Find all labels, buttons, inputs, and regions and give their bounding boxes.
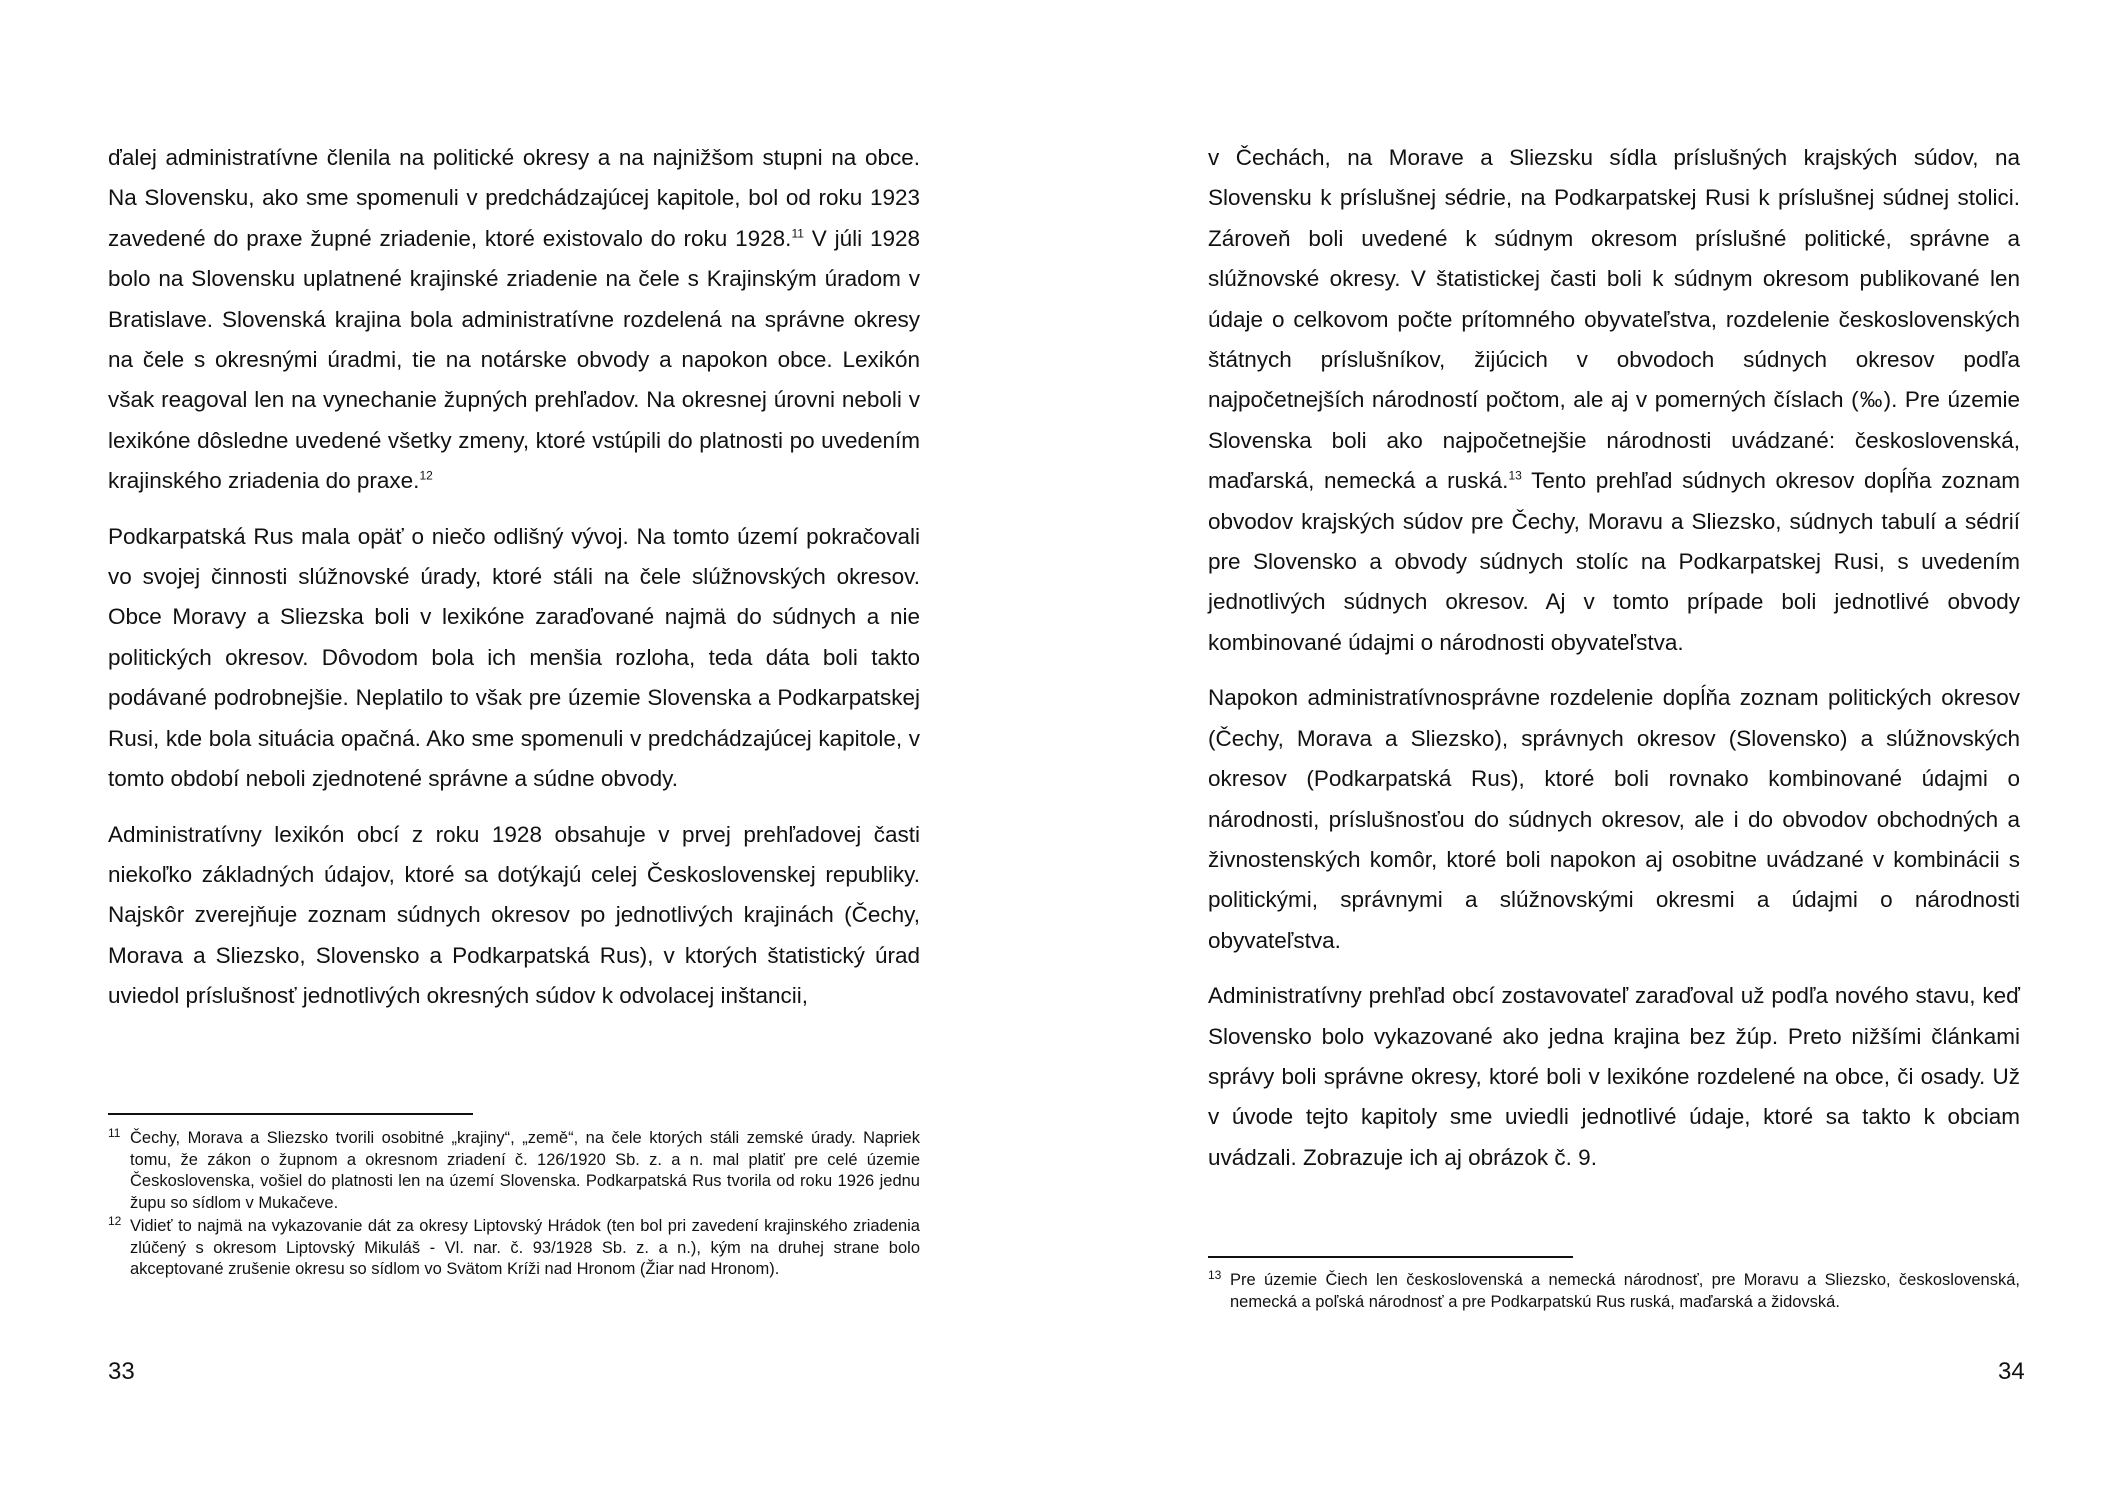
- footnote-ref[interactable]: 13: [1508, 468, 1522, 483]
- right-page: [1058, 0, 2116, 1500]
- paragraph-text: ďalej administratívne členila na politické okresy a na najnižšom stupni na obce. Na Slovensku, ako sme spomenuli v predchádzajúcej kapitole, bol od roku 1923 zavedené do praxe župné zriadenie, ktoré existovalo do roku 1928.: [108, 145, 920, 251]
- footnote-text: Pre územie Čiech len československá a nemecká národnosť, pre Moravu a Sliezsko, československá, nemecká a poľská národnosť a pre Podkarpatskú Rus ruská, maďarská a židovská.: [1230, 1271, 2020, 1311]
- footnote-divider: [108, 1113, 473, 1115]
- paragraph: Administratívny prehľad obcí zostavovateľ zaraďoval už podľa nového stavu, keď Slovensko bolo vykazované ako jedna krajina bez žúp. Preto nižšími článkami správy boli správne okresy, ktoré boli v lexikóne rozdelené na obce, či osady. Už v úvode tejto kapitoly sme uviedli jednotlivé údaje, ktoré sa takto k obciam uvádzali. Zobrazuje ich aj obrázok č. 9.: [1208, 983, 2020, 1170]
- page-number: 33: [108, 1358, 135, 1385]
- footnote-ref[interactable]: 11: [791, 226, 804, 241]
- footnote: $^{11}$ Čechy, Morava a Sliezsko tvorili osobitné „krajiny“, „země“, na čele ktorých stáli zemské úrady. Napriek tomu, že zákon o župnom a okresnom zriadení č. 126/1920 Sb. z. a n. mal platiť pre celé územie Československa, vošiel do platnosti len na území Slovenska. Podkarpatská Rus tvorila od roku 1926 jednu župu so sídlom v Mukačeve.: [108, 1125, 920, 1212]
- paragraph-text: V júli 1928 bolo na Slovensku uplatnené krajinské zriadenie na čele s Krajinským úradom v Bratislave. Slovenská krajina bola administratívne rozdelená na správne okresy na čele s okresnými úradmi, tie na notárske obvody a napokon obce. Lexikón však reagoval len na vynechanie župných prehľadov. Na okresnej úrovni neboli v lexikóne dôsledne uvedené všetky zmeny, ktoré vstúpili do platnosti po uvedením krajinského zriadenia do praxe.: [108, 225, 920, 494]
- paragraph: [108, 138, 920, 502]
- paragraph: [1208, 138, 2020, 663]
- paragraph-text: v Čechách, na Morave a Sliezsku sídla príslušných krajských súdov, na Slovensku k príslušnej sédrie, na Podkarpatskej Rusi k príslušnej súdnej stolici. Zároveň boli uvedené k súdnym okresom príslušné politické, správne a slúžnovské okresy. V štatistickej časti boli k súdnym okresom publikované len údaje o celkovom počte prítomného obyvateľstva, rozdelenie československých štátnych príslušníkov, žijúcich v obvodoch súdnych okresov podľa najpočetnejších národností počtom, ale aj v pomerných číslach (‰). Pre územie Slovenska boli ako najpočetnejšie národnosti uvádzané: československá, maďarská, nemecká a ruská.: [1208, 145, 2020, 494]
- footnote: $^{13}$ Pre územie Čiech len československá a nemecká národnosť, pre Moravu a Sliezsko, československá, nemecká a poľská národnosť a pre Podkarpatskú Rus ruská, maďarská a židovská.: [1208, 1267, 2020, 1311]
- paragraph-text: Tento prehľad súdnych okresov dopĺňa zoznam obvodov krajských súdov pre Čechy, Moravu a Sliezsko, súdnych tabulí a sédrií pre Slovensko a obvody súdnych stolíc na Podkarpatskej Rusi, s uvedením jednotlivých súdnych okresov. Aj v tomto prípade boli jednotlivé obvody kombinované údajmi o národnosti obyvateľstva.: [1208, 468, 2020, 655]
- paragraph: Podkarpatská Rus mala opäť o niečo odlišný vývoj. Na tomto území pokračovali vo svojej činnosti slúžnovské úrady, ktoré stáli na čele slúžnovských okresov. Obce Moravy a Sliezska boli v lexikóne zaraďované najmä do súdnych a nie politických okresov. Dôvodom bola ich menšia rozloha, teda dáta boli takto podávané podrobnejšie. Neplatilo to však pre územie Slovenska a Podkarpatskej Rusi, kde bola situácia opačná. Ako sme spomenuli v predchádzajúcej kapitole, v tomto období neboli zjednotené správne a súdne obvody.: [108, 523, 920, 792]
- footnote-ref[interactable]: 12: [419, 468, 433, 483]
- footnote: $^{12}$ Vidieť to najmä na vykazovanie dát za okresy Liptovský Hrádok (ten bol pri zavedení krajinského zriadenia zlúčený s okresom Liptovský Mikuláš - Vl. nar. č. 93/1928 Sb. z. a n.), kým na druhej strane bolo akceptované zrušenie okresu so sídlom vo Svätom Kríži nad Hronom (Žiar nad Hronom).: [108, 1213, 920, 1278]
- left-footnotes: [108, 1125, 920, 1283]
- footnote-text: Čechy, Morava a Sliezsko tvorili osobitné „krajiny“, „země“, na čele ktorých stáli zemské úrady. Napriek tomu, že zákon o župnom a okresnom zriadení č. 126/1920 Sb. z. a n. mal platiť pre celé územie Československa, vošiel do platnosti len na území Slovenska. Podkarpatská Rus tvorila od roku 1926 jednu župu so sídlom v Mukačeve.: [130, 1129, 920, 1212]
- paragraph: Administratívny lexikón obcí z roku 1928 obsahuje v prvej prehľadovej časti niekoľko základných údajov, ktoré sa dotýkajú celej Československej republiky. Najskôr zverejňuje zoznam súdnych okresov po jednotlivých krajinách (Čechy, Morava a Sliezsko, Slovensko a Podkarpatská Rus), v ktorých štatistický úrad uviedol príslušnosť jednotlivých okresných súdov k odvolacej inštancii,: [108, 821, 920, 1009]
- right-footnotes: [1208, 1267, 2020, 1315]
- footnote-text: Vidieť to najmä na vykazovanie dát za okresy Liptovský Hrádok (ten bol pri zavedení krajinského zriadenia zlúčený s okresom Liptovský Mikuláš - Vl. nar. č. 93/1928 Sb. z. a n.), kým na druhej strane bolo akceptované zrušenie okresu so sídlom vo Svätom Kríži nad Hronom (Žiar nad Hronom).: [130, 1217, 920, 1278]
- paragraph: Napokon administratívnosprávne rozdelenie dopĺňa zoznam politických okresov (Čechy, Morava a Sliezsko), správnych okresov (Slovensko) a slúžnovských okresov (Podkarpatská Rus), ktoré boli rovnako kombinované údajmi o národnosti, príslušnosťou do súdnych okresov, ale i do obvodov obchodných a živnostenských komôr, ktoré boli napokon aj osobitne uvádzané v kombinácii s politickými, správnymi a slúžnovskými okresmi a údajmi o národnosti obyvateľstva.: [1208, 685, 2020, 953]
- right-page-body: [1208, 138, 2020, 1193]
- page-number: 34: [1998, 1358, 2025, 1385]
- left-page-body: [108, 138, 920, 1032]
- footnote-divider: [1208, 1256, 1573, 1258]
